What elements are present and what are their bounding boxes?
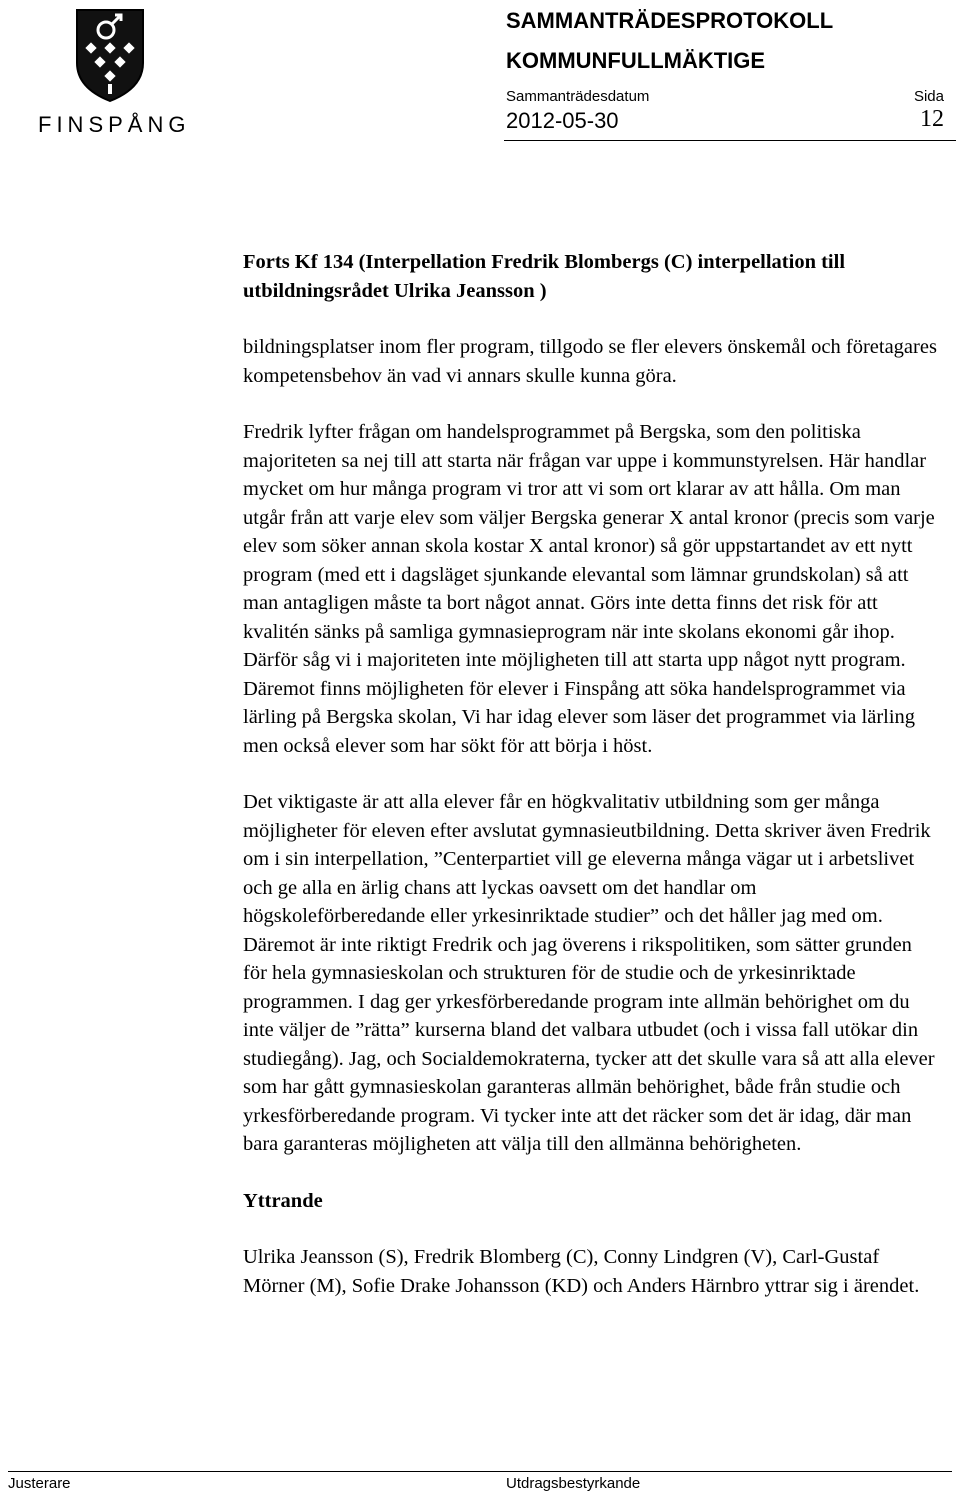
meeting-date: 2012-05-30: [506, 108, 619, 133]
paragraph: Det viktigaste är att alla elever får en högkvalitativ utbildning som ger många möjligheter för eleven efter avslutat gymnasieutbildning. Detta skriver även Fredrik om i sin interpellation, ”Centerpartiet vill ge eleverna många vägar ut i arbetslivet och ge alla en ärlig chans att lyckas oavsett om det handlar om högskoleförberedande eller yrkesinriktade studier” och det håller jag med om. Däremot är inte riktigt Fredrik och jag överens i rikspolitiken, som sätter grunden för hela gymnasieskolan och strukturen för de studie och de yrkesinriktade programmen. I dag ger yrkesförberedande program inte allmän behörighet om du inte väljer de ”rätta” kurserna bland det valbara utbudet (och i vissa fall utökar din studiegång). Jag, och Socialdemokraterna, tycker att det skulle vara så att alla elever som har gått gymnasieskolan garanteras allmän behörighet, både från studie och yrkesförberedande program. Vi tycker inte att det räcker som det är idag, där man bara garanteras möjligheten att välja till den allmänna behörigheten.: [243, 791, 935, 1155]
extract-certification-label: Utdragsbestyrkande: [506, 1475, 641, 1492]
meeting-date-label: Sammanträdesdatum: [506, 88, 650, 105]
paragraph: bildningsplatser inom fler program, tillgodo se fler elevers önskemål och företagares kompetensbehov än vad vi annars skulle kunna göra.: [243, 336, 937, 387]
closing-paragraph: Ulrika Jeansson (S), Fredrik Blomberg (C), Conny Lindgren (V), Carl-Gustaf Mörner (M), Sofie Drake Johansson (KD) och Anders Härnbro yttrar sig i ärendet.: [243, 1246, 920, 1297]
document-body: [243, 248, 940, 1328]
section-heading: Forts Kf 134 (Interpellation Fredrik Blombergs (C) interpellation till utbildningsrådet Ulrika Jeansson ): [243, 251, 846, 302]
page-number: 12: [920, 106, 944, 132]
header-divider: [504, 140, 956, 141]
paragraph: Fredrik lyfter frågan om handelsprogrammet på Bergska, som den politiska majoriteten sa nej till att starta när frågan var uppe i kommunstyrelsen. Här handlar mycket om hur många program vi tror att vi som ort klarar av att hålla. Om man utgår från att varje elev som väljer Bergska generar X antal kronor (precis som varje elev som söker annan skola kostar X antal kronor) så gör uppstartandet av ett nytt program (med ett i dagsläget sjunkande elevantal som lämnar grundskolan) så att man antagligen måste ta bort något annat. Görs inte detta finns det risk för att kvalitén sänks på samliga gymnasieprogram när inte skolans ekonomi går ihop. Därför såg vi i majoriteten inte möjligheten till att starta upp något nytt program. Däremot finns möjligheten för elever i Finspång att söka handelsprogrammet via lärling på Bergska skolan, Vi har idag elever som läser det programmet via lärling men också elever som har sökt för att börja i höst.: [243, 421, 935, 757]
logo-wordmark: FINSPÅNG: [38, 112, 191, 137]
municipality-logo: [38, 8, 191, 138]
subheading: Yttrande: [243, 1189, 323, 1212]
footer-divider: [8, 1471, 952, 1472]
adjuster-label: Justerare: [8, 1475, 71, 1492]
finspang-coat-of-arms-icon: [75, 8, 145, 103]
page-label: Sida: [913, 88, 944, 105]
council-title: KOMMUNFULLMÄKTIGE: [506, 48, 766, 73]
protocol-title: SAMMANTRÄDESPROTOKOLL: [506, 8, 834, 33]
